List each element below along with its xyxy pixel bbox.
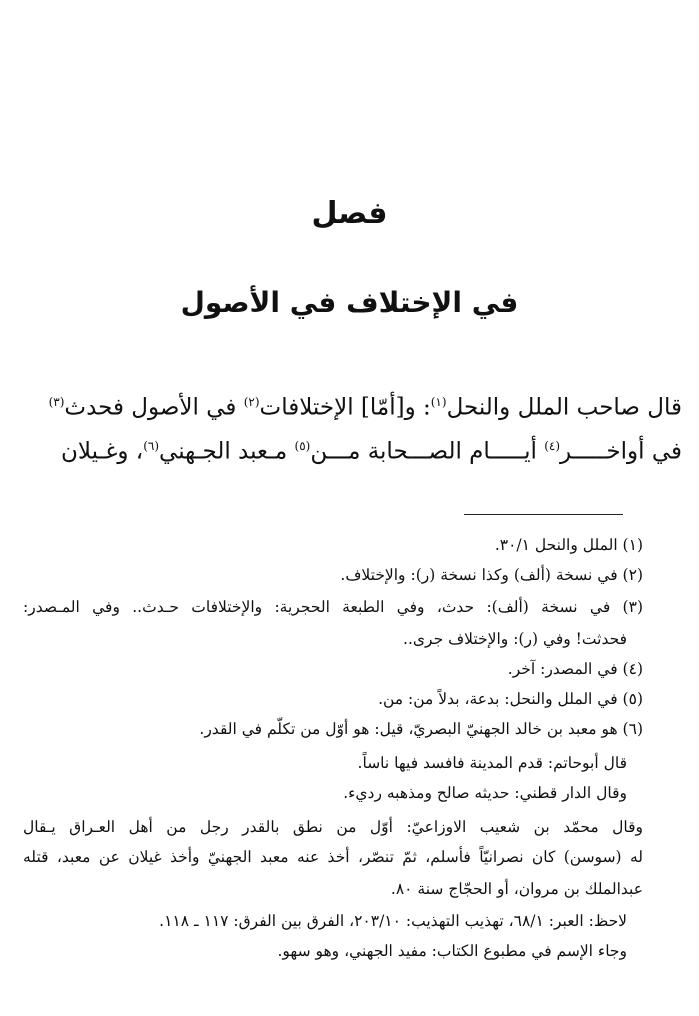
footnote-6-line-5: له (سوسن) كان نصرانيّاً فأسلم، ثمّ تنصّر، أخذ عنه معبد الجهنيّ وأخذ غيلان عن معبد، قتله: [23, 848, 643, 866]
footnote-6-line-4: وقال محمّد بن شعيب الاوزاعيّ: أوّل من نطق بالقدر رجل من أهل العـراق يـقال: [23, 818, 643, 836]
body-line-2: [61, 424, 682, 474]
footnote-1: (١) الملل والنحل ٣٠/١.: [494, 536, 643, 554]
footnote-6-line-1: (٦) هو معبد بن خالد الجهنيّ البصريّ، قيل: هو أوّل من تكلّم في القدر.: [199, 720, 643, 738]
body-text-segment: قال صاحب الملل والنحل: [446, 394, 682, 421]
chapter-title: فصل: [311, 196, 388, 231]
footnote-marker: (٥): [294, 439, 311, 453]
footnote-6-line-6: عبدالملك بن مروان، أو الحجّاج سنة ٨٠.: [390, 880, 643, 898]
body-text-segment: مـعبد الجـهني: [159, 438, 295, 465]
body-text-segment: في أواخـــــر: [560, 438, 682, 465]
footnote-4: (٤) في المصدر: آخر.: [507, 660, 643, 678]
footnote-marker: (٤): [544, 439, 561, 453]
footnote-marker: (٢): [243, 395, 260, 409]
footnote-6-line-3: وقال الدار قطني: حديثه صالح ومذهبه رديء.: [343, 784, 627, 802]
footnote-marker: (٦): [143, 439, 160, 453]
body-text-segment: ، وغـيلان: [61, 438, 144, 465]
body-text-segment: أيـــــام الصـــحابة مـــن: [310, 438, 545, 465]
footnote-marker: (٣): [48, 395, 65, 409]
footnote-6-line-2: قال أبوحاتم: قدم المدينة فافسد فيها ناساً.: [357, 754, 627, 772]
footnote-6-line-7: لاحظ: العبر: ٦٨/١، تهذيب التهذيب: ٢٠٣/١٠، الفرق بين الفرق: ١١٧ ـ ١١٨.: [159, 912, 627, 930]
body-line-1: [48, 380, 682, 430]
footnote-3-line-1: (٣) في نسخة (ألف): حدث، وفي الطبعة الحجرية: والإختلافات حـدث.. وفي المـصدر:: [23, 598, 643, 616]
body-text-segment: : و[أمّا] الإختلافات: [259, 394, 431, 421]
body-text-segment: في الأصول فحدث: [64, 394, 244, 421]
footnote-2: (٢) في نسخة (ألف) وكذا نسخة (ر): والإختلاف.: [340, 566, 643, 584]
chapter-subtitle: في الإختلاف في الأصول: [180, 286, 519, 319]
footnote-3-line-2: فحدثت! وفي (ر): والإختلاف جرى..: [403, 630, 627, 648]
footnote-divider: [464, 514, 623, 515]
footnote-6-line-8: وجاء الإسم في مطبوع الكتاب: مفيد الجهني، وهو سهو.: [277, 942, 627, 960]
footnote-5: (٥) في الملل والنحل: بدعة، بدلاً من: من.: [378, 690, 643, 708]
footnote-marker: (١): [430, 395, 447, 409]
